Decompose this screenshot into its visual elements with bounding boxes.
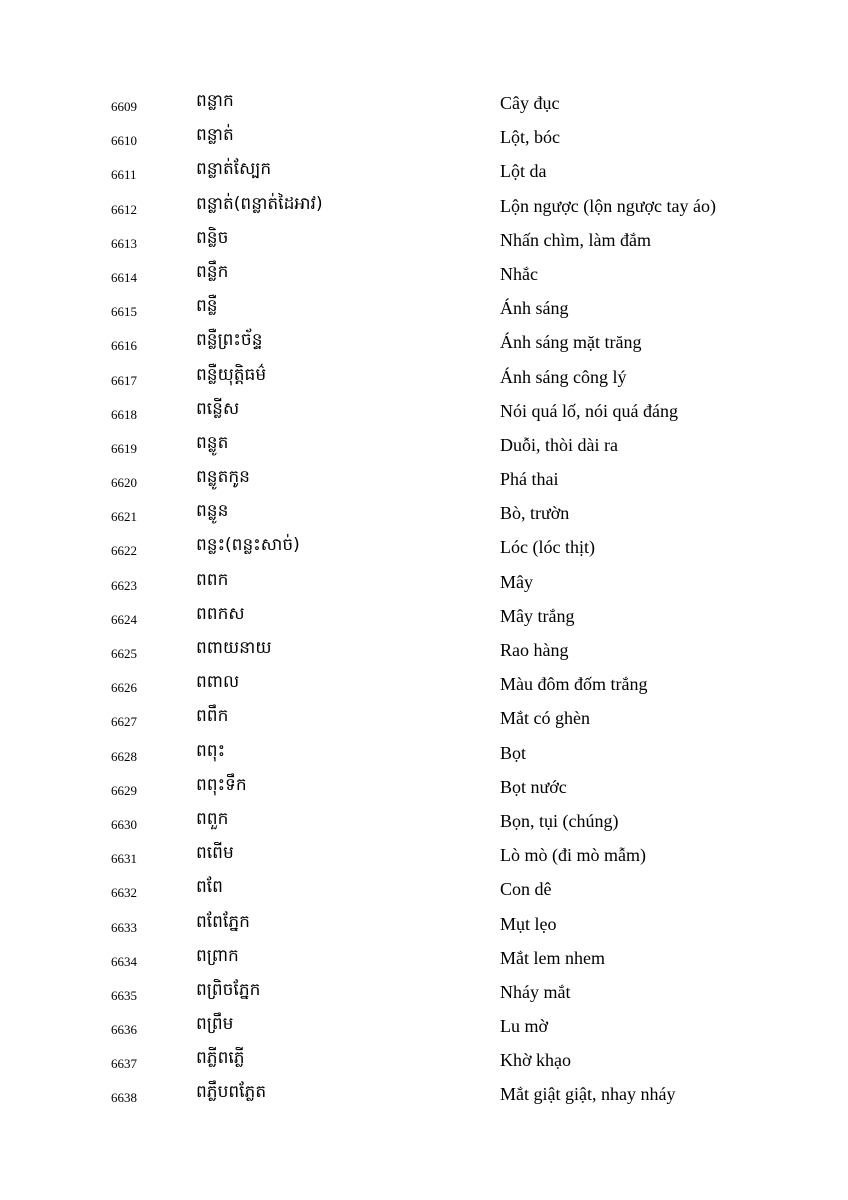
entry-number: 6610 (111, 133, 137, 149)
vietnamese-translation: Lu mờ (500, 1016, 549, 1037)
vietnamese-translation: Rao hàng (500, 640, 569, 660)
entry-number: 6619 (111, 440, 137, 456)
entry-number: 6627 (111, 714, 137, 730)
dictionary-entry (0, 86, 848, 120)
khmer-term: ពព្រឹម (196, 1014, 234, 1035)
khmer-term: ពពកស (196, 603, 245, 624)
entry-number: 6612 (111, 201, 137, 217)
entry-number: 6630 (111, 816, 137, 832)
khmer-term: ពន្លាត់ស្បែក (196, 159, 272, 180)
dictionary-entry (0, 120, 848, 154)
khmer-term: ពពែភ្នែក (196, 911, 250, 932)
entry-number: 6638 (111, 1090, 137, 1106)
entry-number: 6620 (111, 475, 137, 491)
entry-number: 6628 (111, 748, 137, 764)
vietnamese-translation: Mắt lem nhem (500, 947, 605, 968)
vietnamese-translation: Lộn ngược (lộn ngược tay áo) (500, 195, 716, 216)
dictionary-entry (0, 325, 848, 359)
khmer-term: ពន្លាក (196, 91, 234, 111)
khmer-term: ពពុះទឹក (196, 774, 247, 795)
vietnamese-translation: Bọt nước (500, 776, 567, 797)
khmer-term: ពពើម (196, 843, 234, 864)
dictionary-entry (0, 530, 848, 564)
dictionary-entry (0, 736, 848, 770)
entry-number: 6632 (111, 885, 137, 901)
dictionary-entry (0, 565, 848, 599)
dictionary-entry (0, 257, 848, 291)
vietnamese-translation: Lóc (lóc thịt) (500, 537, 595, 558)
dictionary-entry (0, 770, 848, 804)
khmer-term: ពន្លើស (196, 398, 240, 419)
vietnamese-translation: Màu đôm đốm trắng (500, 674, 648, 695)
khmer-term: ពន្លាត់ (196, 125, 234, 146)
vietnamese-translation: Phá thai (500, 469, 559, 490)
entry-number: 6614 (111, 269, 137, 285)
khmer-term: ពន្លឺយុត្តិធម៌ (196, 364, 267, 385)
dictionary-entry (0, 394, 848, 428)
entry-number: 6623 (111, 577, 137, 593)
khmer-term: ពព្រិចភ្នែក (196, 979, 261, 1000)
entry-number: 6633 (111, 919, 137, 935)
vietnamese-translation: Khờ khạo (500, 1050, 572, 1071)
khmer-term: ពភ្លឹបពភ្លែត (196, 1082, 267, 1103)
vietnamese-translation: Con dê (500, 879, 552, 900)
khmer-term: ពព្រាក (196, 945, 239, 966)
vietnamese-translation: Nháy mắt (500, 981, 571, 1002)
dictionary-entry (0, 941, 848, 975)
dictionary-entry (0, 360, 848, 394)
entry-number: 6611 (111, 167, 137, 183)
dictionary-entry (0, 189, 848, 223)
dictionary-entry (0, 838, 848, 872)
entry-number: 6635 (111, 987, 137, 1003)
vietnamese-translation: Bò, trườn (500, 503, 570, 524)
dictionary-entry (0, 701, 848, 735)
khmer-term: ពភ្លីពភ្លើ (196, 1048, 245, 1069)
khmer-term: ពន្លះ(ពន្លះសាច់) (196, 535, 300, 556)
entry-number: 6609 (111, 99, 137, 114)
entry-number: 6624 (111, 611, 137, 627)
khmer-term: ពន្លូត (196, 432, 229, 453)
khmer-term: ពពាល (196, 672, 240, 693)
entry-number: 6626 (111, 680, 137, 696)
dictionary-entry (0, 154, 848, 188)
khmer-term: ពពក (196, 569, 229, 590)
entry-number: 6625 (111, 646, 137, 661)
dictionary-entry (0, 975, 848, 1009)
khmer-term: ពន្លូតកូន (196, 467, 250, 488)
vietnamese-translation: Ánh sáng mặt trăng (500, 332, 642, 353)
vietnamese-translation: Lò mò (đi mò mẫm) (500, 845, 646, 866)
dictionary-entry (0, 599, 848, 633)
entry-number: 6631 (111, 851, 137, 867)
vietnamese-translation: Mây (500, 571, 533, 592)
dictionary-entry (0, 428, 848, 462)
dictionary-entry (0, 1009, 848, 1043)
entry-number: 6636 (111, 1022, 137, 1038)
khmer-term: ពពួក (196, 808, 229, 829)
entry-number: 6618 (111, 406, 137, 422)
vietnamese-translation: Cây đục (500, 93, 560, 113)
entry-number: 6634 (111, 953, 137, 969)
khmer-term: ពពាយនាយ (196, 638, 272, 658)
vietnamese-translation: Mắt có ghèn (500, 708, 590, 729)
dictionary-entry (0, 223, 848, 257)
entry-number: 6637 (111, 1056, 137, 1072)
dictionary-entry (0, 1043, 848, 1077)
khmer-term: ពន្លឺព្រះច័ន្ទ (196, 330, 263, 351)
dictionary-entry (0, 907, 848, 941)
vietnamese-translation: Duỗi, thòi dài ra (500, 434, 618, 455)
entry-number: 6617 (111, 372, 137, 388)
vietnamese-translation: Nhấn chìm, làm đắm (500, 229, 651, 250)
khmer-term: ពន្លូន (196, 501, 229, 522)
vietnamese-translation: Ánh sáng (500, 298, 569, 319)
vietnamese-translation: Lột, bóc (500, 127, 560, 148)
dictionary-entry (0, 804, 848, 838)
khmer-term: ពន្លឺ (196, 296, 218, 317)
khmer-term: ពន្លិច (196, 227, 229, 248)
entry-list (0, 86, 848, 1112)
khmer-term: ពពឹក (196, 706, 229, 727)
vietnamese-translation: Mắt giật giật, nhay nháy (500, 1084, 676, 1105)
entry-number: 6621 (111, 509, 137, 525)
vietnamese-translation: Bọn, tụi (chúng) (500, 810, 619, 831)
dictionary-entry (0, 1077, 848, 1111)
vietnamese-translation: Ánh sáng công lý (500, 366, 627, 387)
dictionary-entry (0, 633, 848, 667)
dictionary-entry (0, 667, 848, 701)
khmer-term: ពពុះ (196, 740, 226, 761)
vietnamese-translation: Nói quá lố, nói quá đáng (500, 400, 678, 421)
vietnamese-translation: Lột da (500, 161, 547, 182)
khmer-term: ពពែ (196, 877, 223, 898)
vietnamese-translation: Mụt lẹo (500, 913, 557, 934)
vietnamese-translation: Nhắc (500, 263, 538, 284)
khmer-term: ពន្លាត់(ពន្លាត់ដៃអាវ) (196, 193, 323, 214)
dictionary-entry (0, 462, 848, 496)
entry-number: 6613 (111, 235, 137, 251)
vietnamese-translation: Mây trắng (500, 605, 575, 626)
dictionary-entry (0, 496, 848, 530)
entry-number: 6615 (111, 304, 137, 320)
entry-number: 6629 (111, 782, 137, 798)
dictionary-entry (0, 872, 848, 906)
entry-number: 6622 (111, 543, 137, 559)
dictionary-entry (0, 291, 848, 325)
entry-number: 6616 (111, 338, 137, 354)
khmer-term: ពន្លឹក (196, 261, 229, 282)
vietnamese-translation: Bọt (500, 742, 527, 763)
